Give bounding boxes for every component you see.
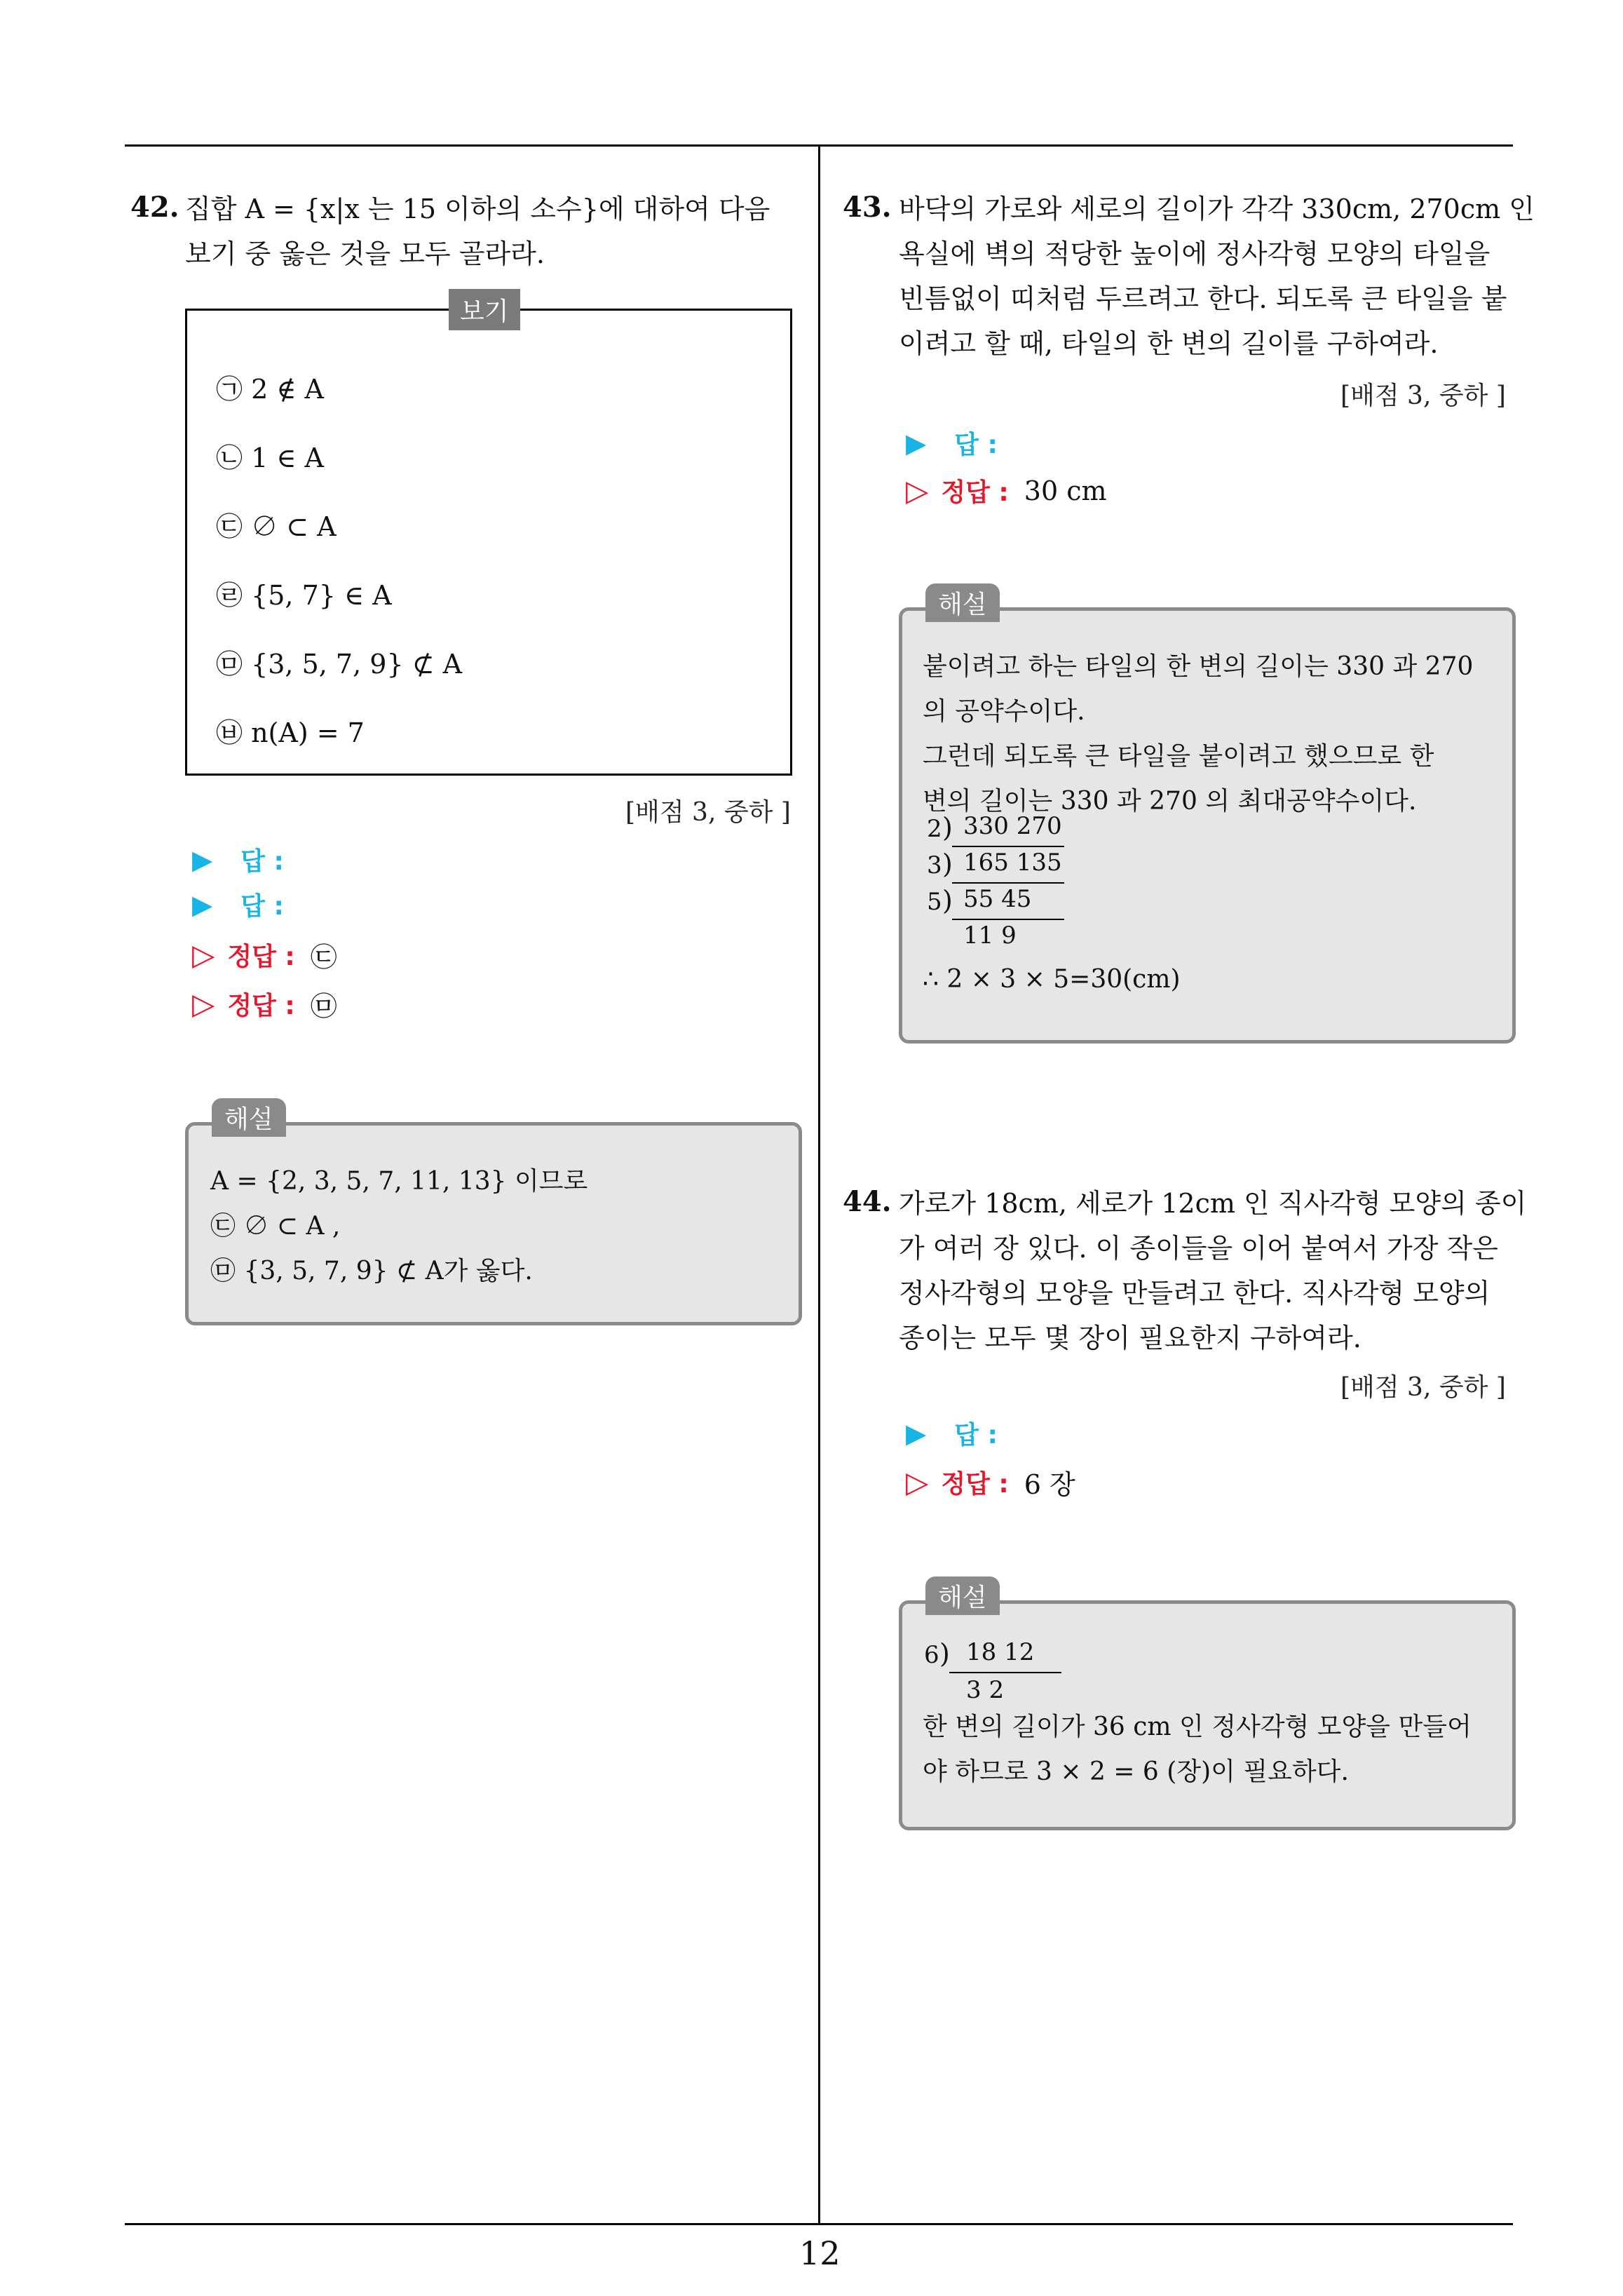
correct-answer-row — [192, 936, 337, 974]
question-text-line: 바닥의 가로와 세로의 길이가 각각 330cm, 270cm 인 — [899, 194, 1535, 224]
solution-label: 해설 — [925, 583, 1000, 622]
play-icon: ▶ — [192, 889, 213, 920]
correct-answer-row — [192, 985, 337, 1023]
play-icon: ▶ — [906, 1417, 927, 1449]
division-line — [952, 846, 1064, 847]
solution-line: 그런데 되도록 큰 타일을 붙이려고 했으므로 한 — [923, 742, 1434, 771]
solution-line: 한 변의 길이가 36 cm 인 정사각형 모양을 만들어 — [923, 1713, 1472, 1741]
bogi-label: 보기 — [449, 289, 520, 330]
question-text-line: 집합 A = {x|x 는 15 이하의 소수}에 대하여 다음 — [185, 194, 770, 224]
answer-label: 답 : — [954, 431, 998, 459]
answer-label: 답 : — [954, 1421, 998, 1450]
bogi-item: ㉥ n(A) = 7 — [216, 717, 365, 748]
answer-row — [192, 842, 284, 877]
solution-label: 해설 — [925, 1576, 1000, 1615]
bogi-item: ㉤ {3, 5, 7, 9} ⊄ A — [216, 649, 463, 680]
question-text-line: 정사각형의 모양을 만들려고 한다. 직사각형 모양의 — [899, 1278, 1490, 1309]
division-numbers: 11 9 — [963, 921, 1017, 950]
question-number: 42. — [130, 191, 179, 224]
question-text-line: 이려고 할 때, 타일의 한 변의 길이를 구하여라. — [899, 328, 1439, 359]
solution-line: 변의 길이는 330 과 270 의 최대공약수이다. — [923, 787, 1417, 816]
page-number: 12 — [799, 2234, 841, 2272]
play-icon: ▶ — [906, 427, 927, 459]
answer-row — [906, 425, 998, 461]
correct-value: ㉢ — [310, 942, 337, 973]
solution-line: ㉤ {3, 5, 7, 9} ⊄ A가 옳다. — [210, 1257, 533, 1285]
solution-line: A = {2, 3, 5, 7, 11, 13} 이므로 — [210, 1167, 588, 1196]
question-text-line: 종이는 모두 몇 장이 필요한지 구하여라. — [899, 1323, 1361, 1353]
bogi-item: ㉣ {5, 7} ∈ A — [216, 580, 392, 611]
correct-label: 정답 : — [227, 992, 295, 1020]
play-outline-icon: ▷ — [906, 473, 929, 508]
division-numbers: 3 2 — [966, 1676, 1005, 1704]
division-line — [952, 919, 1064, 920]
division-bracket: ) — [942, 849, 953, 879]
score-label: [배점 3, 중하 ] — [1340, 1373, 1506, 1402]
division-numbers: 18 12 — [966, 1638, 1035, 1666]
play-outline-icon: ▷ — [192, 938, 215, 972]
question-text-line: 가로가 18cm, 세로가 12cm 인 직사각형 모양의 종이 — [899, 1188, 1527, 1219]
bogi-item: ㉡ 1 ∈ A — [216, 443, 324, 473]
question-text-line: 가 여러 장 있다. 이 종이들을 이어 붙여서 가장 작은 — [899, 1233, 1498, 1264]
correct-answer-row — [906, 1463, 1075, 1501]
bottom-rule — [125, 2223, 1513, 2225]
correct-answer-row — [906, 473, 1107, 508]
solution-conclusion: ∴ 2 × 3 × 5=30(cm) — [923, 965, 1181, 994]
solution-label: 해설 — [212, 1098, 286, 1137]
answer-label: 답 : — [240, 892, 284, 921]
column-divider — [818, 144, 820, 2224]
bogi-item: ㉢ ∅ ⊂ A — [216, 511, 337, 542]
question-text-line: 보기 중 옳은 것을 모두 골라라. — [185, 238, 545, 269]
division-line — [949, 1672, 1061, 1673]
question-text-line: 빈틈없이 띠처럼 두르려고 한다. 되도록 큰 타일을 붙 — [899, 283, 1507, 314]
division-bracket: ) — [942, 885, 953, 916]
answer-row — [192, 886, 284, 922]
correct-label: 정답 : — [941, 478, 1009, 507]
division-divisor: 6 — [924, 1641, 939, 1669]
question-number: 44. — [843, 1185, 892, 1218]
answer-label: 답 : — [240, 847, 284, 876]
division-numbers: 55 45 — [963, 885, 1032, 913]
play-icon: ▶ — [192, 844, 213, 875]
division-divisor: 5 — [927, 888, 942, 916]
division-bracket: ) — [942, 812, 953, 843]
correct-value: 30 cm — [1024, 475, 1107, 506]
solution-line: 붙이려고 하는 타일의 한 변의 길이는 330 과 270 — [923, 652, 1474, 681]
solution-line: 의 공약수이다. — [923, 697, 1085, 726]
score-label: [배점 3, 중하 ] — [625, 798, 791, 827]
division-numbers: 165 135 — [963, 849, 1062, 877]
score-label: [배점 3, 중하 ] — [1340, 381, 1506, 410]
division-numbers: 330 270 — [963, 812, 1062, 840]
solution-line: ㉢ ∅ ⊂ A , — [210, 1212, 341, 1241]
bogi-item: ㉠ 2 ∉ A — [216, 374, 324, 405]
correct-value: ㉤ — [310, 991, 337, 1022]
division-divisor: 3 — [927, 851, 942, 879]
correct-label: 정답 : — [941, 1470, 1009, 1499]
division-line — [952, 882, 1064, 884]
correct-value: 6 장 — [1024, 1469, 1075, 1500]
correct-label: 정답 : — [227, 943, 295, 971]
solution-line: 야 하므로 3 × 2 = 6 (장)이 필요하다. — [923, 1757, 1349, 1786]
question-number: 43. — [843, 191, 892, 224]
play-outline-icon: ▷ — [906, 1465, 929, 1499]
division-divisor: 2 — [927, 815, 942, 843]
question-text-line: 욕실에 벽의 적당한 높이에 정사각형 모양의 타일을 — [899, 238, 1490, 269]
play-outline-icon: ▷ — [192, 987, 215, 1021]
answer-row — [906, 1415, 998, 1451]
division-bracket: ) — [939, 1638, 950, 1669]
